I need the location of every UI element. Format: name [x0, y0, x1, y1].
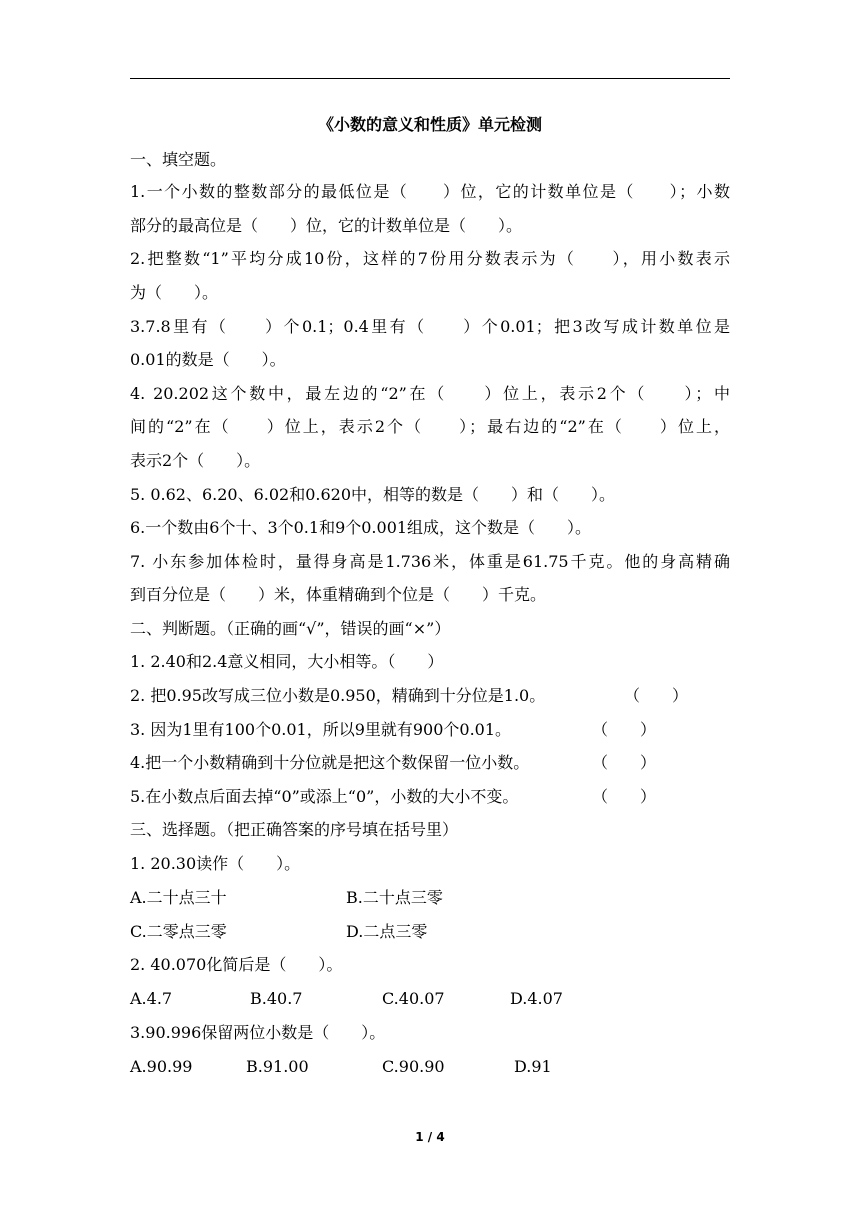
- question-line: 为（ ）。: [130, 283, 219, 302]
- judgment-item: 1. 2.40和2.4意义相同，大小相等。（ ）: [130, 652, 444, 671]
- answer-paren: （ ）: [592, 787, 657, 806]
- question-line: 2.把整数“1”平均分成10份，这样的7份用分数表示为（ ），用小数表示: [130, 249, 730, 268]
- question-line: 7. 小东参加体检时，量得身高是1.736米，体重是61.75千克。他的身高精确: [130, 552, 730, 571]
- choice-option: B.91.00: [246, 1057, 309, 1076]
- choice-option: A.二十点三十: [130, 888, 227, 907]
- choice-option: C.40.07: [382, 989, 445, 1008]
- choice-question: 3.90.996保留两位小数是（ ）。: [130, 1023, 386, 1042]
- choice-option: D.91: [514, 1057, 552, 1076]
- answer-paren: （ ）: [624, 686, 689, 705]
- answer-paren: （ ）: [592, 720, 657, 739]
- header-rule: [130, 78, 730, 79]
- question-line: 4. 20.202这个数中，最左边的“2”在（ ）位上，表示2个（ ）；中: [130, 384, 730, 403]
- choice-option: C.90.90: [382, 1057, 445, 1076]
- choice-option: A.4.7: [130, 989, 173, 1008]
- question-line: 5. 0.62、6.20、6.02和0.620中，相等的数是（ ）和（ ）。: [130, 485, 616, 504]
- question-line: 1.一个小数的整数部分的最低位是（ ）位，它的计数单位是（ ）；小数: [130, 182, 730, 201]
- choice-option: B.二十点三零: [346, 888, 443, 907]
- choice-option: D.二点三零: [346, 922, 428, 941]
- choice-question: 2. 40.070化简后是（ ）。: [130, 955, 343, 974]
- question-line: 到百分位是（ ）米，体重精确到个位是（ ）千克。: [130, 585, 547, 604]
- question-line: 部分的最高位是（ ）位，它的计数单位是（ ）。: [130, 216, 523, 235]
- question-line: 间的“2”在（ ）位上，表示2个（ ）；最右边的“2”在（ ）位上，: [130, 417, 730, 436]
- answer-paren: （ ）: [592, 753, 657, 772]
- document-title: 《小数的意义和性质》单元检测: [317, 115, 542, 134]
- choice-option: A.90.99: [130, 1057, 193, 1076]
- choice-option: D.4.07: [510, 989, 563, 1008]
- section-heading-fill-blank: 一、填空题。: [130, 150, 227, 169]
- section-heading-multiple-choice: 三、选择题。（把正确答案的序号填在括号里）: [130, 820, 459, 839]
- judgment-item: 3. 因为1里有100个0.01，所以9里就有900个0.01。: [130, 720, 512, 739]
- page-number: 1 / 4: [415, 1130, 445, 1144]
- question-line: 6.一个数由6个十、3个0.1和9个0.001组成，这个数是（ ）。: [130, 518, 592, 537]
- choice-option: C.二零点三零: [130, 922, 227, 941]
- question-line: 3.7.8里有（ ）个0.1；0.4里有（ ）个0.01；把3改写成计数单位是: [130, 317, 730, 336]
- judgment-item: 4.把一个小数精确到十分位就是把这个数保留一位小数。: [130, 753, 530, 772]
- question-line: 表示2个（ ）。: [130, 451, 261, 470]
- choice-option: B.40.7: [250, 989, 303, 1008]
- judgment-item: 5.在小数点后面去掉“0”或添上“0”，小数的大小不变。: [130, 787, 519, 806]
- judgment-item: 2. 把0.95改写成三位小数是0.950，精确到十分位是1.0。: [130, 686, 546, 705]
- choice-question: 1. 20.30读作（ ）。: [130, 854, 301, 873]
- section-heading-true-false: 二、判断题。（正确的画“√”，错误的画“×”）: [130, 619, 451, 638]
- question-line: 0.01的数是（ ）。: [130, 350, 286, 369]
